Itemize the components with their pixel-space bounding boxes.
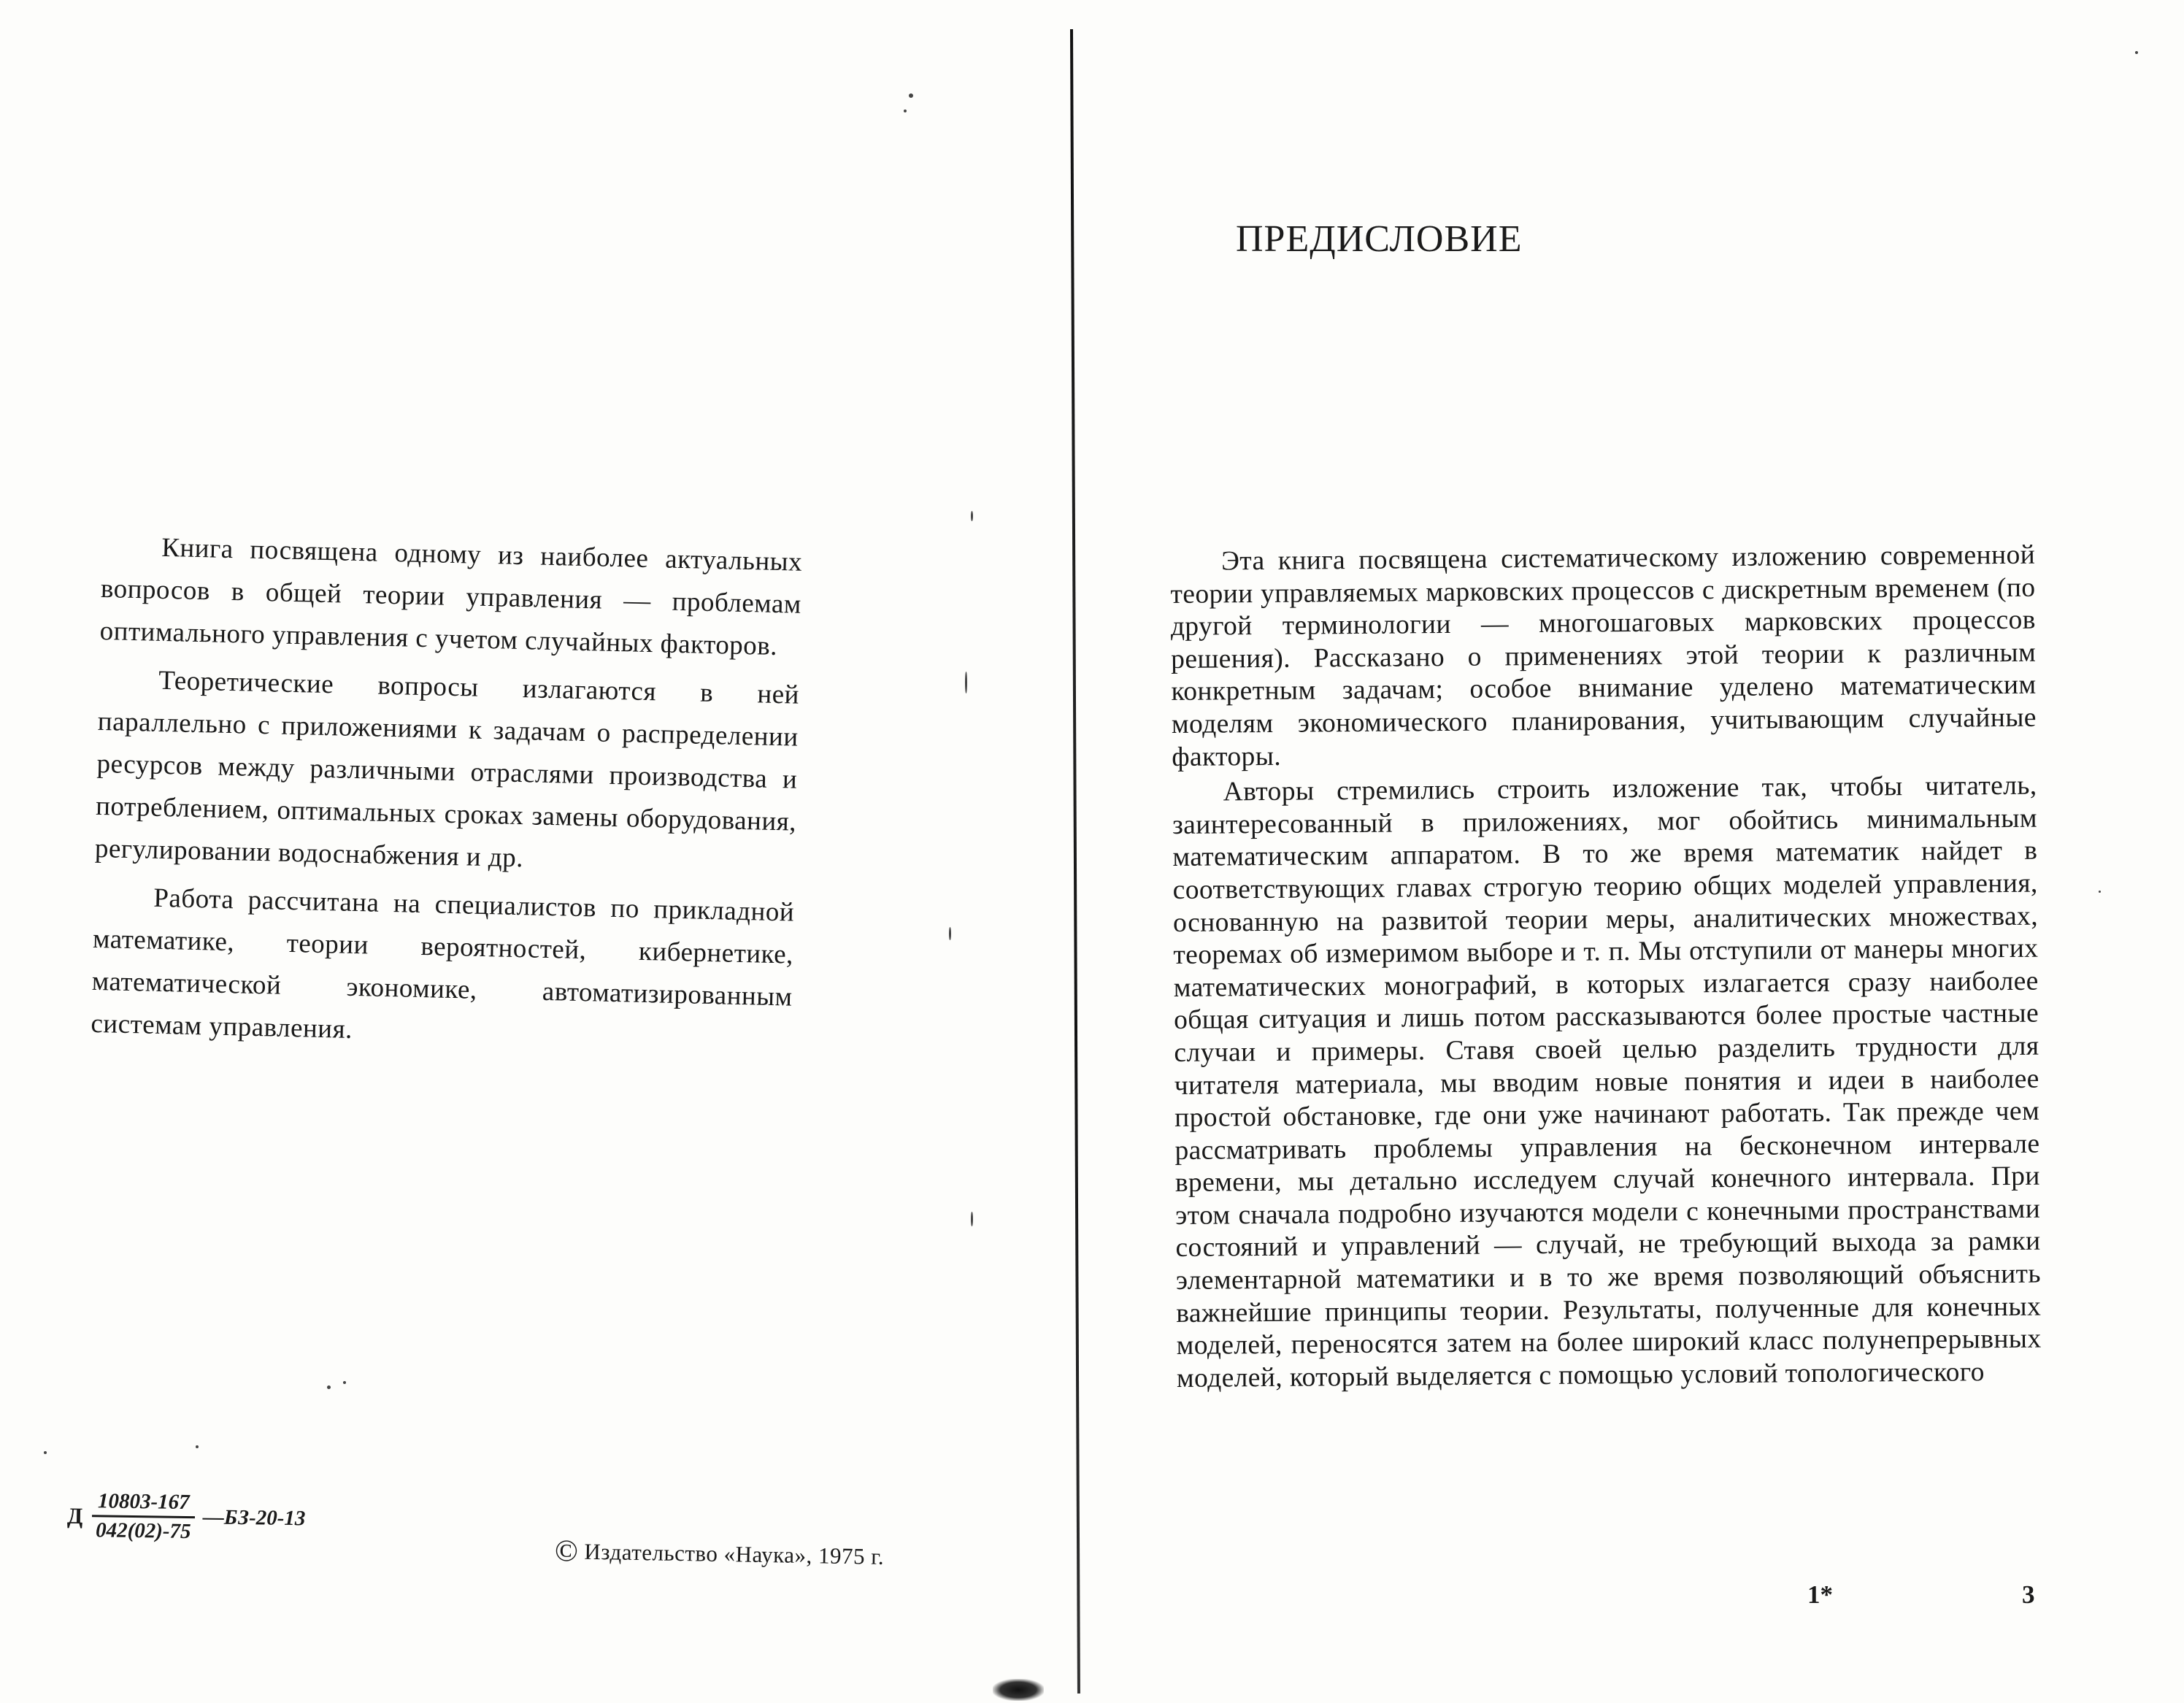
catalog-code-numerator: 10803-167 [92, 1489, 196, 1518]
copyright-text: Издательство «Наука», 1975 г. [584, 1538, 885, 1569]
scan-speck [971, 511, 973, 521]
scan-speck [196, 1445, 199, 1448]
annotation-paragraph: Работа рассчитана на специалистов по прикладной математике, теории вероятностей, кибернетике, математической экономике, автоматизированным системам управления. [91, 883, 795, 1045]
scan-speck [904, 109, 907, 112]
gutter-shadow-line [1070, 29, 1080, 1694]
signature-mark: 1* [1807, 1580, 1833, 1609]
book-annotation [91, 526, 803, 1067]
scan-speck [44, 1451, 47, 1454]
scan-speck [909, 93, 913, 98]
scan-speck [949, 927, 951, 940]
page-number: 3 [2022, 1580, 2035, 1609]
book-gutter [1067, 29, 1076, 1694]
page-title: ПРЕДИСЛОВИЕ [1236, 218, 1523, 260]
gutter-ink-blot [993, 1679, 1044, 1701]
preface-body [1170, 539, 2042, 1399]
left-page [0, 0, 1073, 1703]
scan-speck [971, 1212, 973, 1226]
scan-speck [2135, 51, 2138, 54]
annotation-paragraph: Теоретические вопросы излагаются в ней параллельно с приложениями к задачам о распределении ресурсов между различными отраслями производства и потреблением, оптимальных сроках замены оборудования, регулировании водоснабжения и др. [94, 665, 800, 874]
catalog-code-prefix: Д [66, 1502, 83, 1529]
annotation-paragraph: Книга посвящена одному из наиболее актуальных вопросов в общей теории управления — проблемам оптимального управления с учетом случайных факторов. [99, 532, 803, 662]
scan-speck [2099, 891, 2101, 893]
scan-speck [965, 672, 967, 693]
catalog-code [67, 1489, 306, 1546]
catalog-code-suffix: —БЗ-20-13 [202, 1505, 306, 1531]
right-page [1080, 0, 2184, 1703]
catalog-code-fraction [90, 1489, 197, 1544]
scan-speck [327, 1385, 331, 1389]
scan-speck [343, 1381, 346, 1384]
preface-paragraph: Авторы стремились строить изложение так, чтобы читатель, заинтересованный в приложениях, мог обойтись минимальным математическим аппаратом. В то же время математик найдет в соответствующих главах строгую теорию общих моделей управления, основанную на развитой теории меры, аналитических множествах, теоремах об измеримом выборе и т. п. Мы отступили от манеры многих математических монографий, в которых излагается сразу наиболее общая ситуация и лишь потом рассказываются более простые частные случаи и примеры. Ставя своей целью разделить трудности для читателя материала, мы вводим новые понятия и идеи в наиболее простой обстановке, где они уже начинают работать. Так прежде чем рассматривать проблемы управления на бесконечном интервале времени, мы детально исследуем случай конечного интервала. При этом сначала подробно изучаются модели с конечными пространствами состояний и управлений — случай, не требующий выхода за рамки элементарной математики и в то же время позволяющий объяснить важнейшие принципы теории. Результаты, полученные для конечных моделей, переносятся затем на более широкий класс полунепрерывных моделей, который выделяется с помощью условий топологического [1172, 770, 2042, 1393]
copyright-notice [555, 1534, 885, 1575]
catalog-code-denominator: 042(02)-75 [95, 1518, 191, 1544]
copyright-icon: © [554, 1534, 579, 1569]
preface-paragraph: Эта книга посвящена систематическому изложению современной теории управляемых марковских процессов с дискретным временем (по другой терминологии — многошаговых марковских процессов решения). Рассказано о применениях этой теории к различным конкретным задачам; особое внимание уделено математическим моделям экономического планирования, учитывающим случайные факторы. [1170, 539, 2037, 772]
